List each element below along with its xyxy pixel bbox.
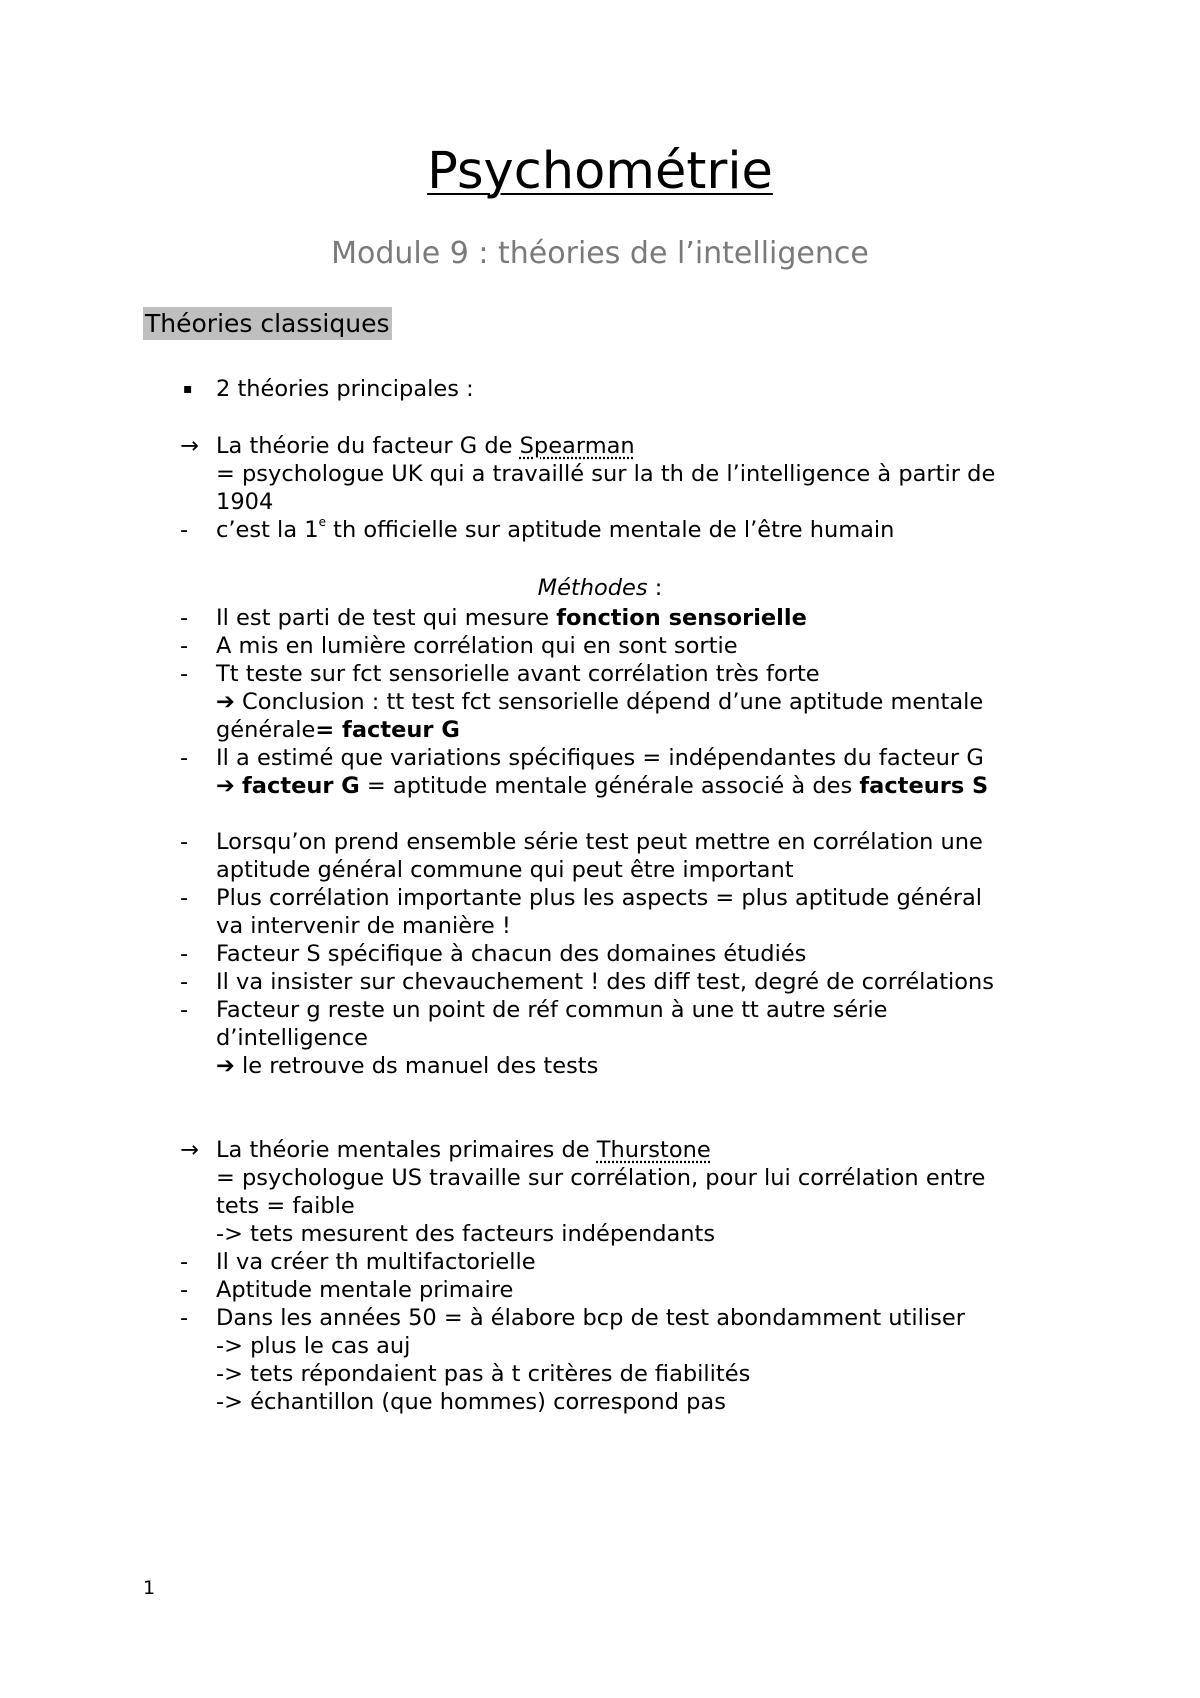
dash-marker: -: [180, 633, 189, 659]
dash-marker: -: [180, 745, 189, 771]
dash-marker: -: [180, 605, 189, 631]
dash-marker: -: [180, 885, 189, 911]
page-number: 1: [143, 1577, 156, 1599]
spearman-heading: La théorie du facteur G de Spearman: [216, 433, 635, 459]
list-item: Plus corrélation importante plus les aspects = plus aptitude général: [216, 885, 983, 911]
thick-arrow-icon: ➔: [216, 773, 235, 799]
thurstone-heading: La théorie mentales primaires de Thurstone: [216, 1137, 711, 1163]
list-item: va intervenir de manière !: [216, 913, 511, 939]
methodes-heading: Méthodes :: [537, 575, 663, 601]
spearman-line: c’est la 1e th officielle sur aptitude mentale de l’être humain: [216, 515, 895, 543]
page-subtitle: Module 9 : théories de l’intelligence: [331, 236, 869, 271]
list-item: -> plus le cas auj: [216, 1333, 411, 1359]
list-item: Il est parti de test qui mesure fonction sensorielle: [216, 605, 807, 631]
arrow-icon: →: [180, 433, 199, 459]
dash-marker: -: [180, 1249, 189, 1275]
dash-marker: -: [180, 1305, 189, 1331]
list-item: Dans les années 50 = à élabore bcp de test abondamment utiliser: [216, 1305, 965, 1331]
list-item: ➔ facteur G = aptitude mentale générale associé à des facteurs S: [216, 773, 989, 799]
list-item: Il a estimé que variations spécifiques = indépendantes du facteur G: [216, 745, 984, 771]
dash-marker: -: [180, 661, 189, 687]
list-item: A mis en lumière corrélation qui en sont sortie: [216, 633, 738, 659]
list-item: générale= facteur G: [216, 717, 460, 743]
thick-arrow-icon: ➔: [216, 1053, 235, 1079]
thick-arrow-icon: ➔: [216, 689, 235, 715]
list-item: Il va insister sur chevauchement ! des diff test, degré de corrélations: [216, 969, 995, 995]
thurstone-line: = psychologue US travaille sur corrélation, pour lui corrélation entre: [216, 1165, 986, 1191]
list-item: Facteur S spécifique à chacun des domaines étudiés: [216, 941, 807, 967]
list-item: Tt teste sur fct sensorielle avant corrélation très forte: [216, 661, 820, 687]
dash-marker: -: [180, 997, 189, 1023]
arrow-icon: →: [180, 1137, 199, 1163]
list-item: Lorsqu’on prend ensemble série test peut mettre en corrélation une: [216, 829, 983, 855]
page-title: Psychométrie: [427, 142, 773, 201]
list-item: ➔ Conclusion : tt test fct sensorielle dépend d’une aptitude mentale: [216, 689, 984, 715]
intro-line: 2 théories principales :: [216, 376, 474, 402]
dash-marker: -: [180, 829, 189, 855]
thurstone-line: tets = faible: [216, 1193, 355, 1219]
list-item: -> échantillon (que hommes) correspond pas: [216, 1389, 726, 1415]
dash-marker: -: [180, 1277, 189, 1303]
list-item: Facteur g reste un point de réf commun à une tt autre série: [216, 997, 888, 1023]
list-item: -> tets répondaient pas à t critères de fiabilités: [216, 1361, 751, 1387]
list-item: ➔ le retrouve ds manuel des tests: [216, 1053, 599, 1079]
thurstone-line: -> tets mesurent des facteurs indépendants: [216, 1221, 716, 1247]
spearman-line: 1904: [216, 489, 274, 515]
list-item: aptitude général commune qui peut être important: [216, 857, 794, 883]
dash-marker: -: [180, 517, 189, 543]
section-heading: Théories classiques: [145, 309, 390, 338]
dash-marker: -: [180, 941, 189, 967]
list-item: Aptitude mentale primaire: [216, 1277, 514, 1303]
list-item: Il va créer th multifactorielle: [216, 1249, 536, 1275]
spearman-line: = psychologue UK qui a travaillé sur la th de l’intelligence à partir de: [216, 461, 996, 487]
list-item: d’intelligence: [216, 1025, 368, 1051]
square-bullet-icon: ▪: [183, 381, 193, 397]
dash-marker: -: [180, 969, 189, 995]
